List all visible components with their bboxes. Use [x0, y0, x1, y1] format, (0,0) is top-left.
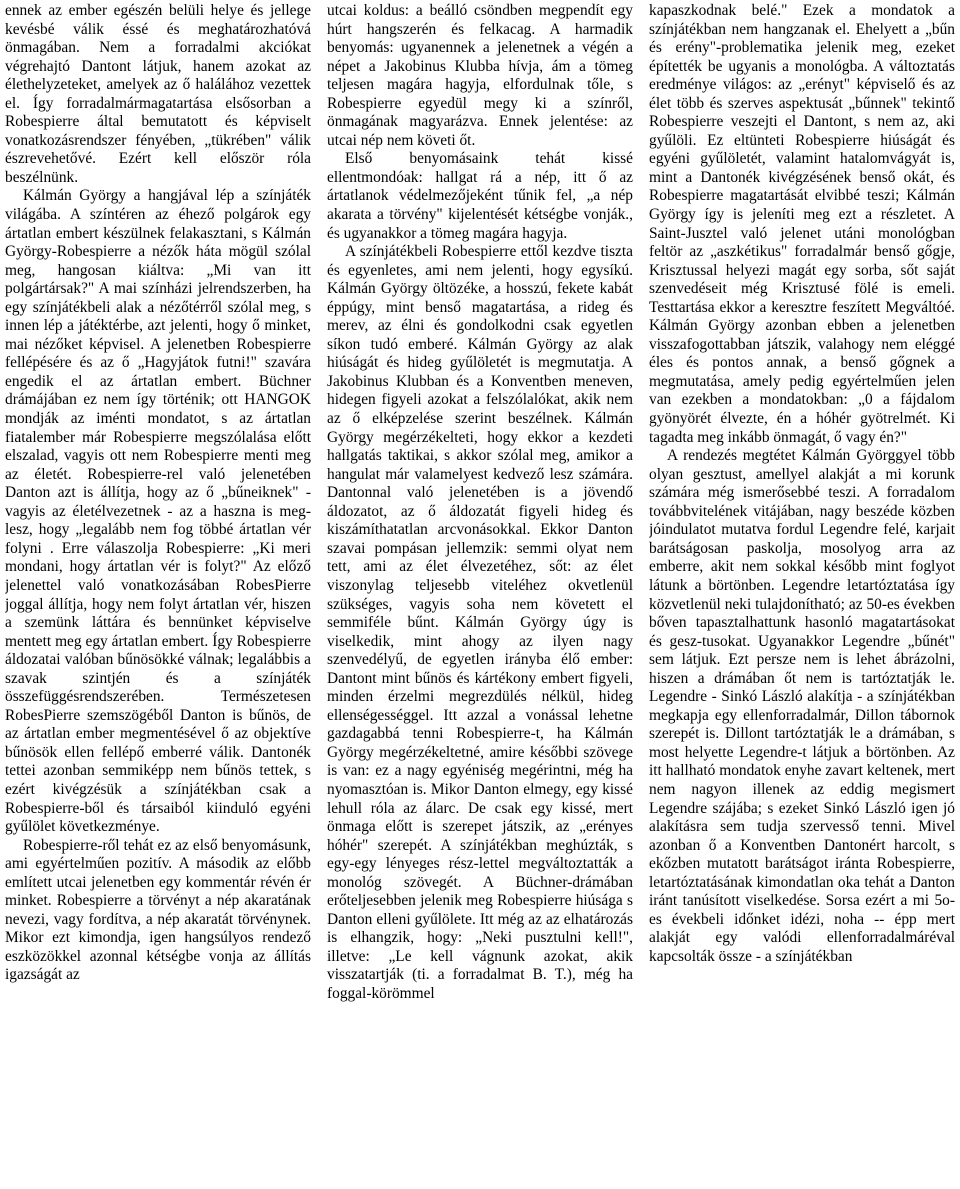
paragraph: A színjátékbeli Robespierre ettől kezdve tiszta és egyenletes, ami nem jelenti, hogy egysíkú. Kálmán György öltözéke, a hosszú, fekete kabát éppúgy, mint benső magatartása, a rideg és merev, az élni és gondolkodni csak egyetlen síkon tudó emberé. Kálmán György az alak hiúságát és hideg gyűlöletét is megmutatja. A Jakobinus Klubban és a Konventben meneven, hidegen figyeli azokat a felszólalókat, akik nem az ő elképzelése szerint beszélnek. Kálmán György megérzékelteti, hogy ekkor a kezdeti hallgatás taktikai, s akkor szólal meg, amikor a hangulat már valamelyest kedvező lesz számára. Dantonnal való jelenetében is a jövendő áldozatot, az ő áldozatát figyeli hideg és kiszámíthatatlan arcvonásokkal. Ekkor Danton szavai pompásan jellemzik: semmi olyat nem tett, ami az élet élvezetéhez, sőt: az élet viszonylag teljesebb viteléhez okvetlenül szükséges, vagyis soha nem követett el semmiféle bűnt. Kálmán György úgy is viselkedik, mint ahogy az ilyen nagy szenvedélyű, de egyetlen irányba élő ember: Dantont mint bűnös és kártékony embert figyeli, minden érzelmi megrezdülés nélkül, hideg ellenségességgel. Itt azzal a vonással lehetne gazdagabbá tenni Robespierre-t, ha Kálmán György megérzékeltetné, amire későbbi szövege is van: ez a nagy egyéniség megérintni, még ha nyomasztóan is. Mikor Danton elmegy, egy kissé lehull róla az álarc. De csak egy kissé, mert önmaga előtt is szerepet játszik, az „erényes hóhér" szerepét. A színjátékban meghúzták, s egy-egy lényeges rész-lettel megváltoztatták a monológ szövegét. A Büchner-drámában erőteljesebben jelenik meg Robespierre hiúsága s Danton elleni gyűlölete. Itt még az az elhatározás is elhangzik, hogy: „Neki pusztulni kell!", illetve: „Le kell vágnunk azokat, akik visszatartják (ti. a forradalmat B. T.), még ha foggal-körömmel — [327, 243, 633, 1002]
paragraph: ennek az ember egészén belüli helye és jellege kevésbé válik éssé és meghatározhatóvá önmagában. Nem a forradalmi akciókat végrehajtó Dantont látjuk, hanem azokat az élethelyzeteket, amelyek az ő halálához vezettek el. Így forradalmármagatartása elsősorban a Robespierre által bemutatott és képviselt vonatkozásrendszer fényében, „tükrében" válik észrevehetővé. Ezért kell először róla beszélnünk. — [5, 2, 311, 186]
paragraph: Első benyomásaink tehát kissé ellentmondóak: hallgat rá a nép, itt ő az ártatlanok védelmezőjeként tűnik fel, „a nép akarata a törvény" kijelentését kétségbe vonják., és ugyanakkor a tömeg magára hagyja. — [327, 150, 633, 242]
paragraph: kapaszkodnak belé." Ezek a mondatok a színjátékban nem hangzanak el. Ehelyett a „bűn és erény"-problematika jelenik meg, ezeket építették be ugyanis a monológba. A változtatás eredménye világos: az „erényt" képviselő és az élet több és szerves aspektusát „bűnnek" tekintő Robespierre veszejti el Dantont, s nem az, aki gyűlöli. Ez eltünteti Robespierre hiúságát és egyéni gyűlöletét, valamint hatalomvágyát is, mint a Dantonék kivégzésének benső okát, és Robespierre magatartását elvibbé teszi; Kálmán György így is jeleníti meg ezt a részletet. A Saint-Jusztel való jelenet utáni monológban feltör az „aszkétikus" forradalmár benső gőgje, Krisztussal helyezi magát egy sorba, sőt saját szenvedéseit még Krisztusé fölé is emeli. Testtartása ekkor a keresztre feszített Megváltóé. Kálmán György azonban ebben a jelenetben visszafogottabban játszik, valahogy nem eléggé éles és pontos annak, a benső gőgnek a megmutatása, amely pedig egyértelműen jelen van ezekben a mondatokban: „0 a fájdalom gyönyörét élvezte, én a hóhér gyötrelmét. Ki tagadta meg inkább önmagát, ő vagy én?" — [649, 2, 955, 446]
text-column-middle — [327, 2, 633, 1189]
paragraph: utcai koldus: a beálló csöndben megpendít egy húrt hangszerén és felkacag. A harmadik benyomás: ugyanennek a jelenetnek a végén a népet a Jakobinus Klubba hívja, ám a tömeg teljesen magára hagyja, elfordulnak tőle, s Robespierre egyedül megy ki a színről, önmagának magyarázva. Ennek jelentése: az utcai nép nem követi őt. — [327, 2, 633, 149]
paragraph: Kálmán György a hangjával lép a színjáték világába. A színtéren az éhező polgárok egy ártatlan embert készülnek felakasztani, s Kálmán György-Robespierre a nézők háta mögül szólal meg, hangosan kiáltva: „Mi van itt polgártársak?" A mai színházi jelrendszerben, ha egy színjátékbeli alak a nézőtérről szólal meg, s innen lép a játéktérbe, azt jelenti, hogy ő minket, mai nézőket képvisel. A jelenetben Robespierre fellépésére és az ő „Hagyjátok futni!" szavára engedik el az ártatlan embert. Büchner drámájában ez nem így történik; ott HANGOK mondják az iménti mondatot, s az ártatlan fiatalember már Robespierre megszólalása előtt elszalad, vagyis ott nem Robespierre menti meg az életét. Robespierre-rel való jelenetében Danton azt is állítja, hogy az ő „bűneiknek" - vagyis az életélvezetnek - az a haszna is meg-lesz, hogy „legalább nem fog többé ártatlan vér folyni . Erre válaszolja Robespierre: „Ki meri mondani, hogy ártatlan vér is folyt?" Az előző jelenettel való vonatkozásában RobesPierre joggal állítja, hogy nem folyt ártatlan vér, hiszen a szemünk láttára és bennünket képviselve mentett meg egy ártatlan embert. Így Robespierre áldozatai valóban bűnösökké válnak; legalábbis a szavak szintjén és a színjáték összefüggésrendszerében. Természetesen RobesPierre szemszögéből Danton is bűnös, de az ártatlan ember megmentésével ő az objektíve bűnösök ellen fellépő emberré válik. Dantonék tettei azonban semmiképp nem bűnös tettek, s ezért kivégzésük a színjátékban csak a Robespierre-ből és társaiból kiinduló egyéni gyűlölet következménye. — [5, 187, 311, 836]
text-column-left — [5, 2, 311, 1189]
paragraph: A rendezés megtétet Kálmán Györggyel több olyan gesztust, amellyel alakját a mi korunk számára még ismerősebbé teszi. A forradalom továbbvitelének vitájában, nagy beszéde közben jóindulatot mutatva fordul Legendre felé, karjait barátságosan paskolja, mosolyog arra az emberre, akit nem sokkal később mint foglyot látunk a börtönben. Legendre letartóztatása így közvetlenül neki tulajdonítható; az 50-es években bőven tapasztalhattunk hasonló magatartásokat és gesz-tusokat. Ugyanakkor Legendre „bűnét" sem látjuk. Ezt persze nem is lehet ábrázolni, hiszen a drámában őt nem is tartóztatják le. Legendre - Sinkó László alakítja - a színjátékban megkapja egy ellenforradalmár, Dillon tábornok szerepét is. Dillont tartóztatják le a drámában, s most helyette Legendre-t látjuk a börtönben. Az itt hallható mondatok enyhe zavart keltenek, mert nem nagyon illenek az eddig megismert Legendre szájába; s ezeket Sinkó László igen jó alakításra sem tudja szervesső tenni. Mivel azonban ő a Konventben Dantonért harcolt, s ekőzben mutatott barátságot iránta Robespierre, letartóztatásának kimondatlan oka tehát a Danton iránt tanúsított viselkedése. Sorsa ezért a mi 5o-es évekbeli időnket idézi, noha -- épp mert alakját egy valódi ellenforradalmáréval kapcsolták össze - a színjátékban — [649, 447, 955, 965]
paragraph: Robespierre-ről tehát ez az első benyomásunk, ami egyértelműen pozitív. A második az előbb említett utcai jelenetben egy kommentár révén ér minket. Robespierre a törvényt a nép akaratának nevezi, vagy fordítva, a nép akaratát törvénynek. Mikor ezt kimondja, igen hangsúlyos rendező eszközökkel azonnal kétségbe vonja az állítás igazságát az — [5, 836, 311, 984]
text-column-right — [649, 2, 955, 1189]
